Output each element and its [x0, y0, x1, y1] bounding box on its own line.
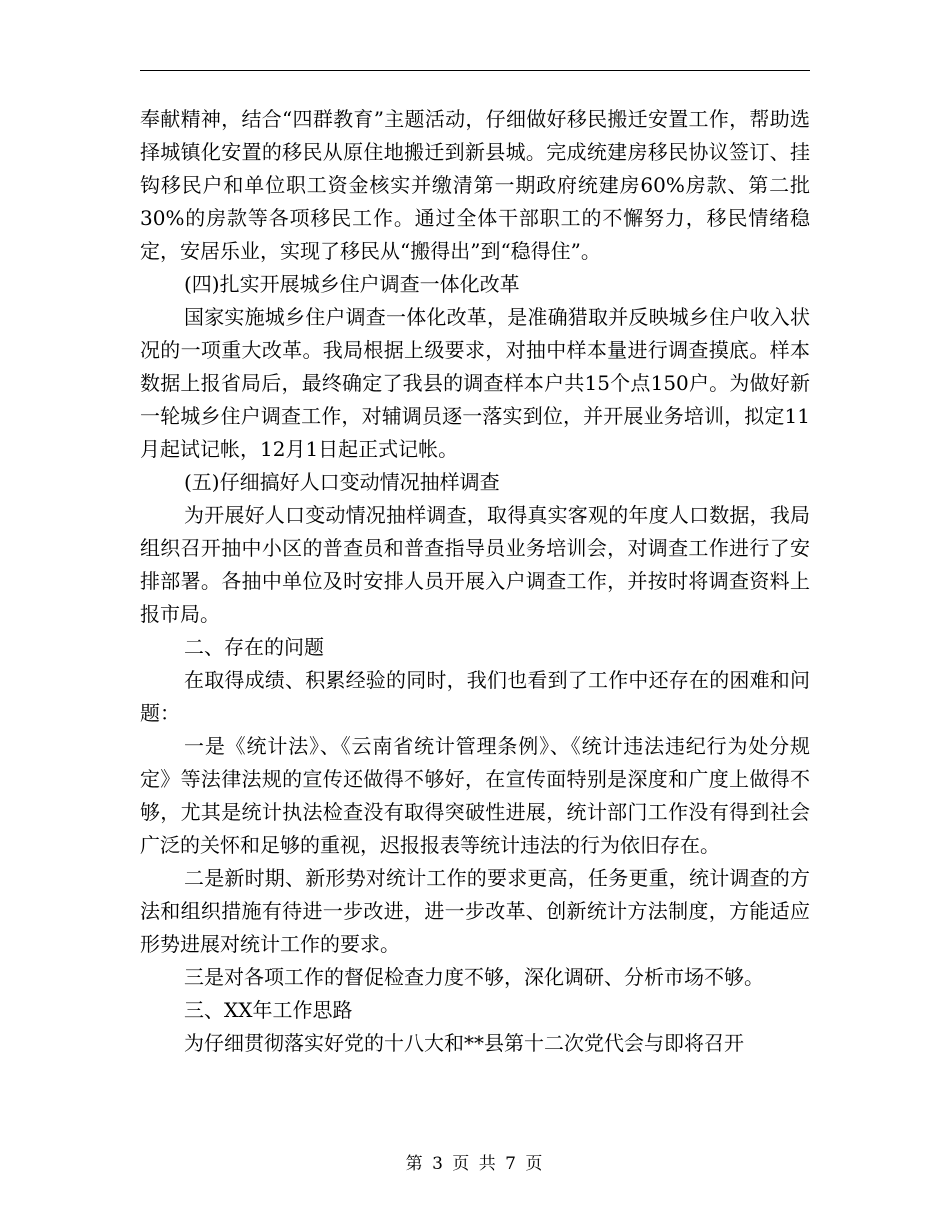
paragraph: 奉献精神，结合“四群教育”主题活动，仔细做好移民搬迁安置工作，帮助选择城镇化安置的移民从原住地搬迁到新县城。完成统建房移民协议签订、挂钩移民户和单位职工资金核实并缴清第一期政府统建房60%房款、第二批30%的房款等各项移民工作。通过全体干部职工的不懈努力，移民情绪稳定，安居乐业，实现了移民从“搬得出”到“稳得住”。	[140, 107, 810, 263]
paragraph: 为开展好人口变动情况抽样调查，取得真实客观的年度人口数据，我局组织召开抽中小区的普查员和普查指导员业务培训会，对调查工作进行了安排部署。各抽中单位及时安排人员开展入户调查工作，并按时将调查资料上报市局。	[140, 503, 810, 626]
section-heading: 三、XX年工作思路	[184, 998, 353, 1022]
document-body	[140, 103, 810, 1060]
section-heading: 二、存在的问题	[184, 635, 324, 659]
paragraph: 二是新时期、新形势对统计工作的要求更高，任务更重，统计调查的方法和组织措施有待进一步改进，进一步改革、创新统计方法制度，方能适应形势进展对统计工作的要求。	[140, 866, 810, 956]
paragraph: 为仔细贯彻落实好党的十八大和**县第十二次党代会与即将召开	[184, 1031, 744, 1055]
paragraph: 国家实施城乡住户调查一体化改革，是准确猎取并反映城乡住户收入状况的一项重大改革。我局根据上级要求，对抽中样本量进行调查摸底。样本数据上报省局后，最终确定了我县的调查样本户共15个点150户。为做好新一轮城乡住户调查工作，对辅调员逐一落实到位，并开展业务培训，拟定11月起试记帐，12月1日起正式记帐。	[140, 305, 810, 461]
paragraph: 三是对各项工作的督促检查力度不够，深化调研、分析市场不够。	[184, 965, 764, 989]
header-rule	[140, 70, 810, 71]
page-footer: 第 3 页 共 7 页	[405, 1154, 545, 1174]
paragraph: 在取得成绩、积累经验的同时，我们也看到了工作中还存在的困难和问题：	[140, 668, 810, 725]
section-heading: (四)扎实开展城乡住户调查一体化改革	[184, 272, 520, 296]
paragraph: 一是《统计法》、《云南省统计管理条例》、《统计违法违纪行为处分规定》等法律法规的宣传还做得不够好，在宣传面特别是深度和广度上做得不够，尤其是统计执法检查没有取得突破性进展，统计部门工作没有得到社会广泛的关怀和足够的重视，迟报报表等统计违法的行为依旧存在。	[140, 734, 810, 857]
section-heading: (五)仔细搞好人口变动情况抽样调查	[184, 470, 500, 494]
